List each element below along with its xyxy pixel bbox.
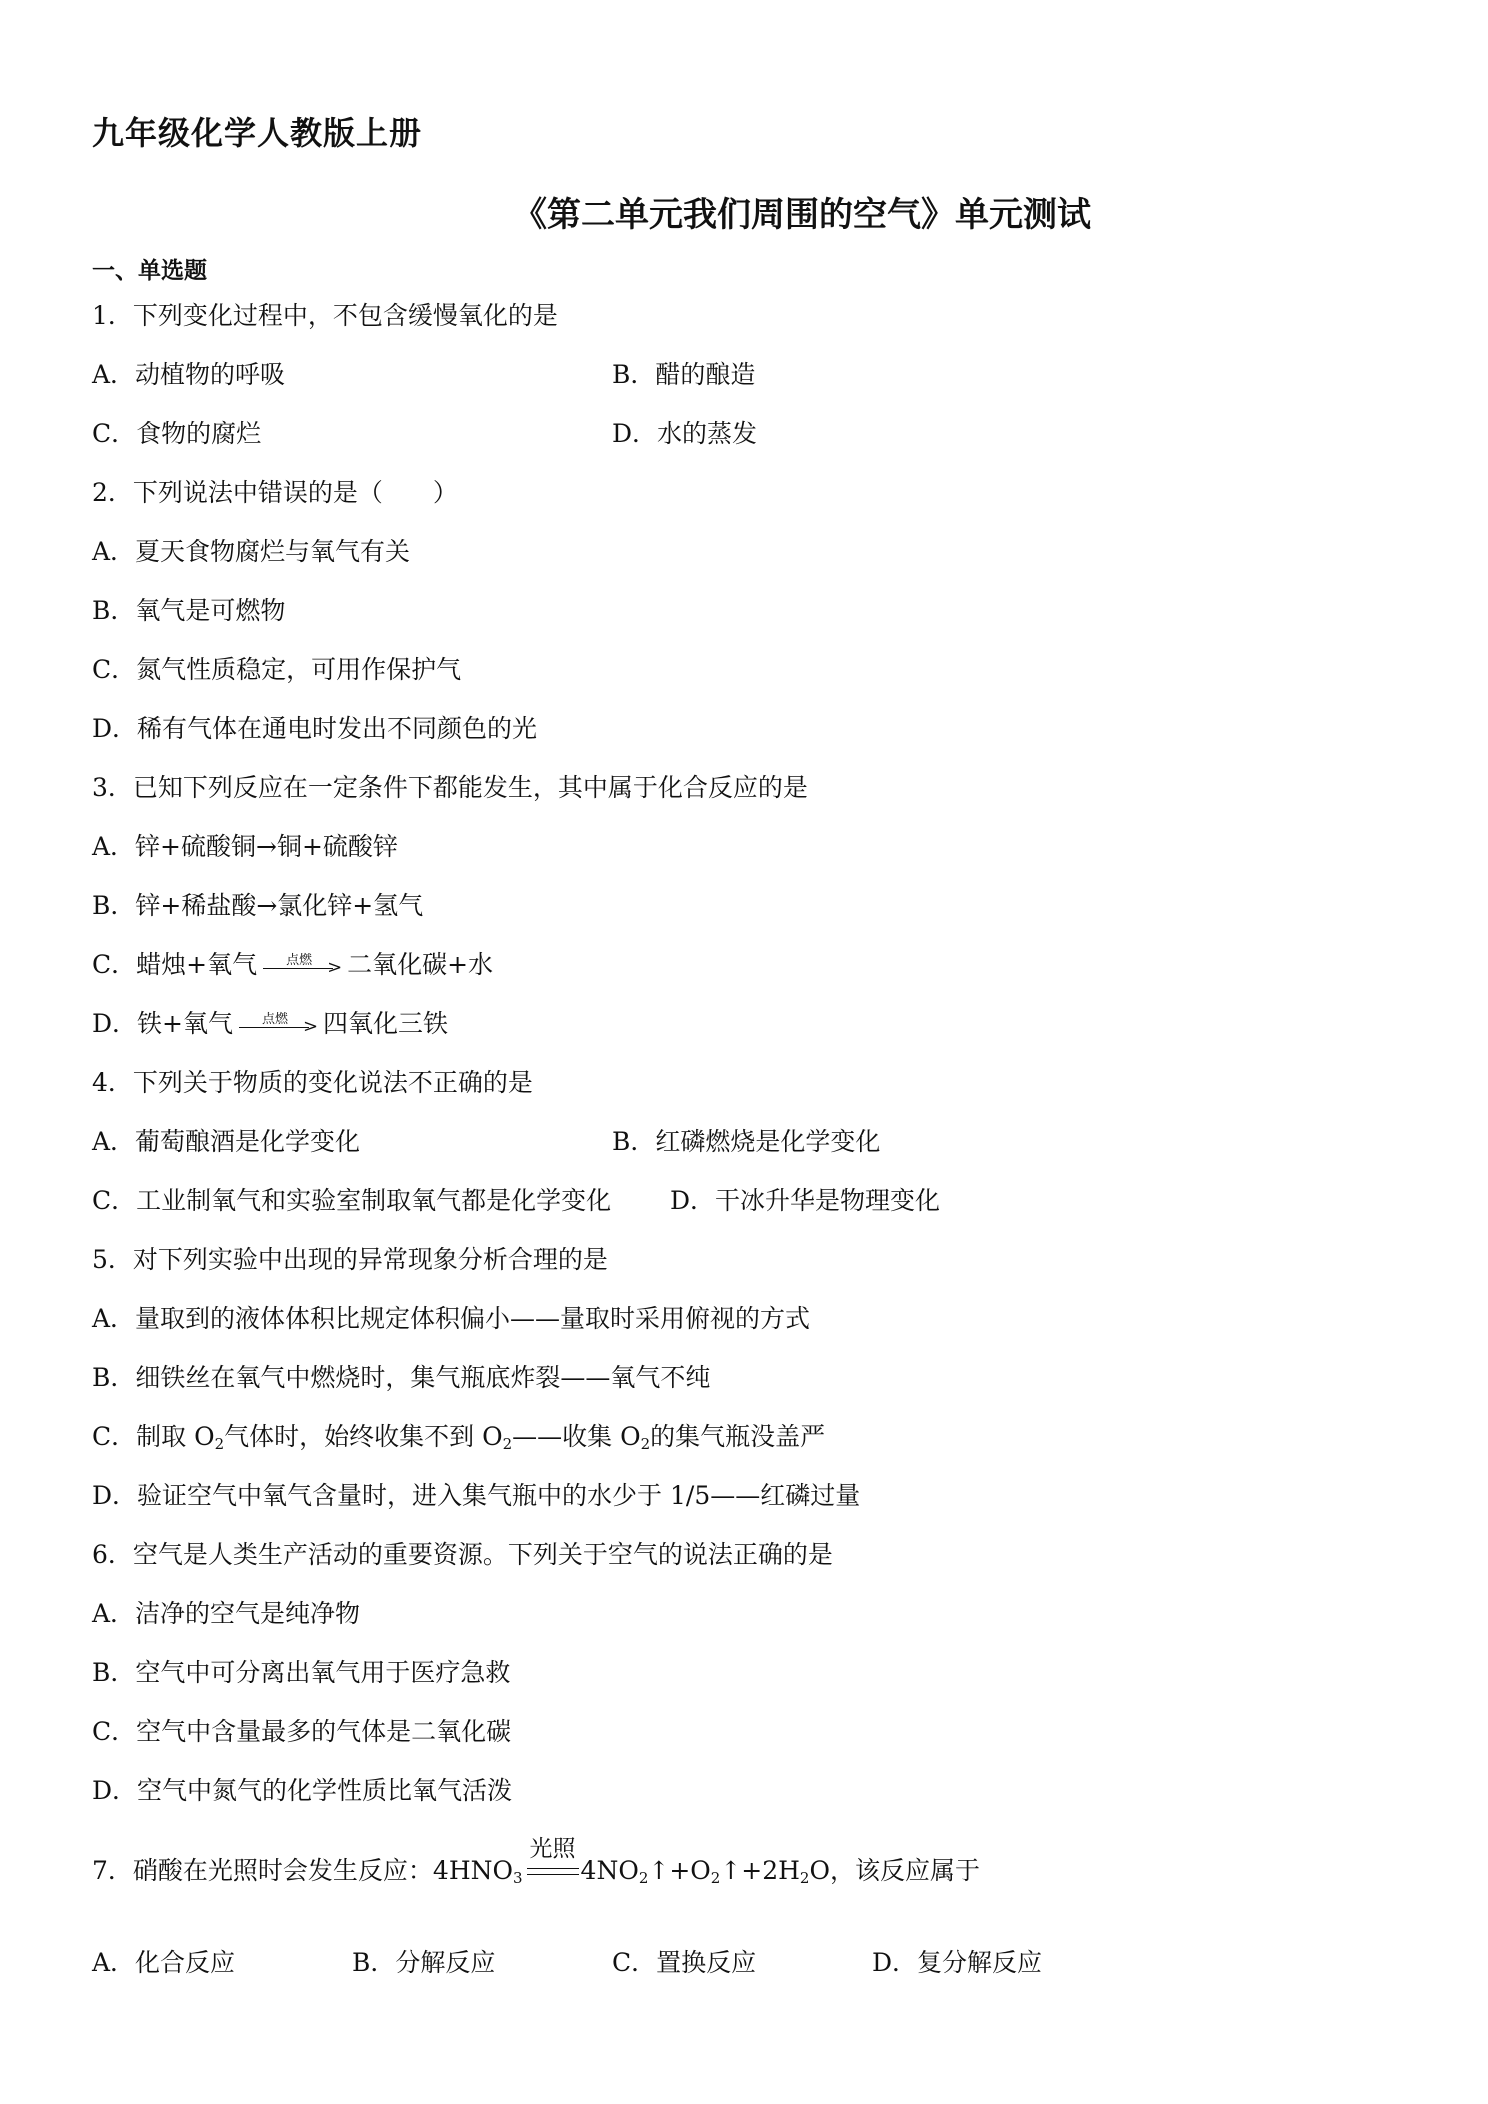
reaction-arrow: 点燃 > bbox=[237, 1008, 319, 1040]
q1-stem: 1．下列变化过程中，不包含缓慢氧化的是 bbox=[92, 301, 558, 330]
q7-stem-text: 7．硝酸在光照时会发生反应： bbox=[92, 1856, 433, 1885]
q1-option-a: A．动植物的呼吸 bbox=[92, 360, 286, 389]
q6-option-a: A．洁净的空气是纯净物 bbox=[92, 1599, 361, 1628]
subscript: 3 bbox=[513, 1869, 523, 1887]
q3-d-reactants: D．铁+氧气 bbox=[92, 1009, 233, 1038]
q3-d-products: 四氧化三铁 bbox=[323, 1009, 449, 1038]
q3-option-c bbox=[92, 949, 493, 981]
document-title: 九年级化学人教版上册 bbox=[92, 114, 423, 152]
q5-c-text: 的集气瓶没盖严 bbox=[650, 1422, 826, 1451]
q4-option-c: C．工业制氧气和实验室制取氧气都是化学变化 bbox=[92, 1186, 612, 1215]
q7-option-c: C．置换反应 bbox=[612, 1948, 757, 1977]
subscript: 2 bbox=[710, 1869, 721, 1887]
q1-option-b: B．醋的酿造 bbox=[612, 360, 756, 389]
q3-option-d bbox=[92, 1008, 448, 1040]
subscript: 2 bbox=[502, 1435, 513, 1453]
unit-title: 《第二单元我们周围的空气》单元测试 bbox=[513, 195, 1091, 235]
q6-option-b: B．空气中可分离出氧气用于医疗急救 bbox=[92, 1658, 511, 1687]
q3-stem: 3．已知下列反应在一定条件下都能发生，其中属于化合反应的是 bbox=[92, 773, 808, 802]
q5-c-text: ——收集 O bbox=[512, 1422, 641, 1451]
q5-option-c bbox=[92, 1421, 825, 1453]
q7-stem-tail: ，该反应属于 bbox=[829, 1856, 980, 1885]
q4-option-a: A．葡萄酿酒是化学变化 bbox=[92, 1127, 361, 1156]
q5-option-d: D．验证空气中氧气含量时，进入集气瓶中的水少于 1/5——红磷过量 bbox=[92, 1481, 861, 1510]
equation bbox=[432, 1836, 830, 1887]
q5-c-text: 气体时，始终收集不到 O bbox=[224, 1422, 503, 1451]
q6-option-c: C．空气中含量最多的气体是二氧化碳 bbox=[92, 1717, 512, 1746]
q1-option-d: D．水的蒸发 bbox=[612, 419, 758, 448]
q2-option-b: B．氧气是可燃物 bbox=[92, 596, 286, 625]
eq-term: ↑+2H bbox=[720, 1856, 800, 1885]
eq-term: 4NO bbox=[580, 1856, 639, 1885]
q4-option-b: B．红磷燃烧是化学变化 bbox=[612, 1127, 881, 1156]
section-heading: 一、单选题 bbox=[92, 258, 207, 284]
eq-term: 4HNO bbox=[432, 1856, 513, 1885]
q3-c-reactants: C．蜡烛+氧气 bbox=[92, 950, 258, 979]
eq-term: O bbox=[809, 1856, 830, 1885]
q1-option-c: C．食物的腐烂 bbox=[92, 419, 262, 448]
q3-option-b: B．锌+稀盐酸→氯化锌+氢气 bbox=[92, 891, 424, 920]
q6-stem: 6．空气是人类生产活动的重要资源。下列关于空气的说法正确的是 bbox=[92, 1540, 833, 1569]
subscript: 2 bbox=[214, 1435, 225, 1453]
q5-option-b: B．细铁丝在氧气中燃烧时，集气瓶底炸裂——氧气不纯 bbox=[92, 1363, 711, 1392]
subscript: 2 bbox=[640, 1435, 651, 1453]
q3-c-products: 二氧化碳+水 bbox=[347, 950, 494, 979]
condition-label: 光照 bbox=[529, 1836, 576, 1862]
q7-stem bbox=[92, 1836, 980, 1887]
subscript: 2 bbox=[799, 1869, 810, 1887]
reaction-arrow: 点燃 > bbox=[261, 949, 343, 981]
q2-option-d: D．稀有气体在通电时发出不同颜色的光 bbox=[92, 714, 538, 743]
q4-stem: 4．下列关于物质的变化说法不正确的是 bbox=[92, 1068, 533, 1097]
equals-sign bbox=[525, 1836, 581, 1887]
subscript: 2 bbox=[638, 1869, 649, 1887]
eq-term: ↑+O bbox=[648, 1856, 711, 1885]
q2-option-a: A．夏天食物腐烂与氧气有关 bbox=[92, 537, 411, 566]
q5-option-a: A．量取到的液体体积比规定体积偏小——量取时采用俯视的方式 bbox=[92, 1304, 811, 1333]
q7-option-d: D．复分解反应 bbox=[872, 1948, 1043, 1977]
condition-label: 点燃 bbox=[261, 1012, 288, 1027]
q5-stem: 5．对下列实验中出现的异常现象分析合理的是 bbox=[92, 1245, 608, 1274]
q7-option-a: A．化合反应 bbox=[92, 1948, 236, 1977]
q4-option-d: D．干冰升华是物理变化 bbox=[670, 1186, 941, 1215]
q7-option-b: B．分解反应 bbox=[352, 1948, 496, 1977]
condition-label: 点燃 bbox=[286, 953, 313, 968]
q3-option-a: A．锌+硫酸铜→铜+硫酸锌 bbox=[92, 832, 398, 861]
q6-option-d: D．空气中氮气的化学性质比氧气活泼 bbox=[92, 1776, 513, 1805]
q2-stem: 2．下列说法中错误的是（ ） bbox=[92, 478, 458, 507]
q2-option-c: C．氮气性质稳定，可用作保护气 bbox=[92, 655, 462, 684]
q5-c-text: C．制取 O bbox=[92, 1422, 215, 1451]
